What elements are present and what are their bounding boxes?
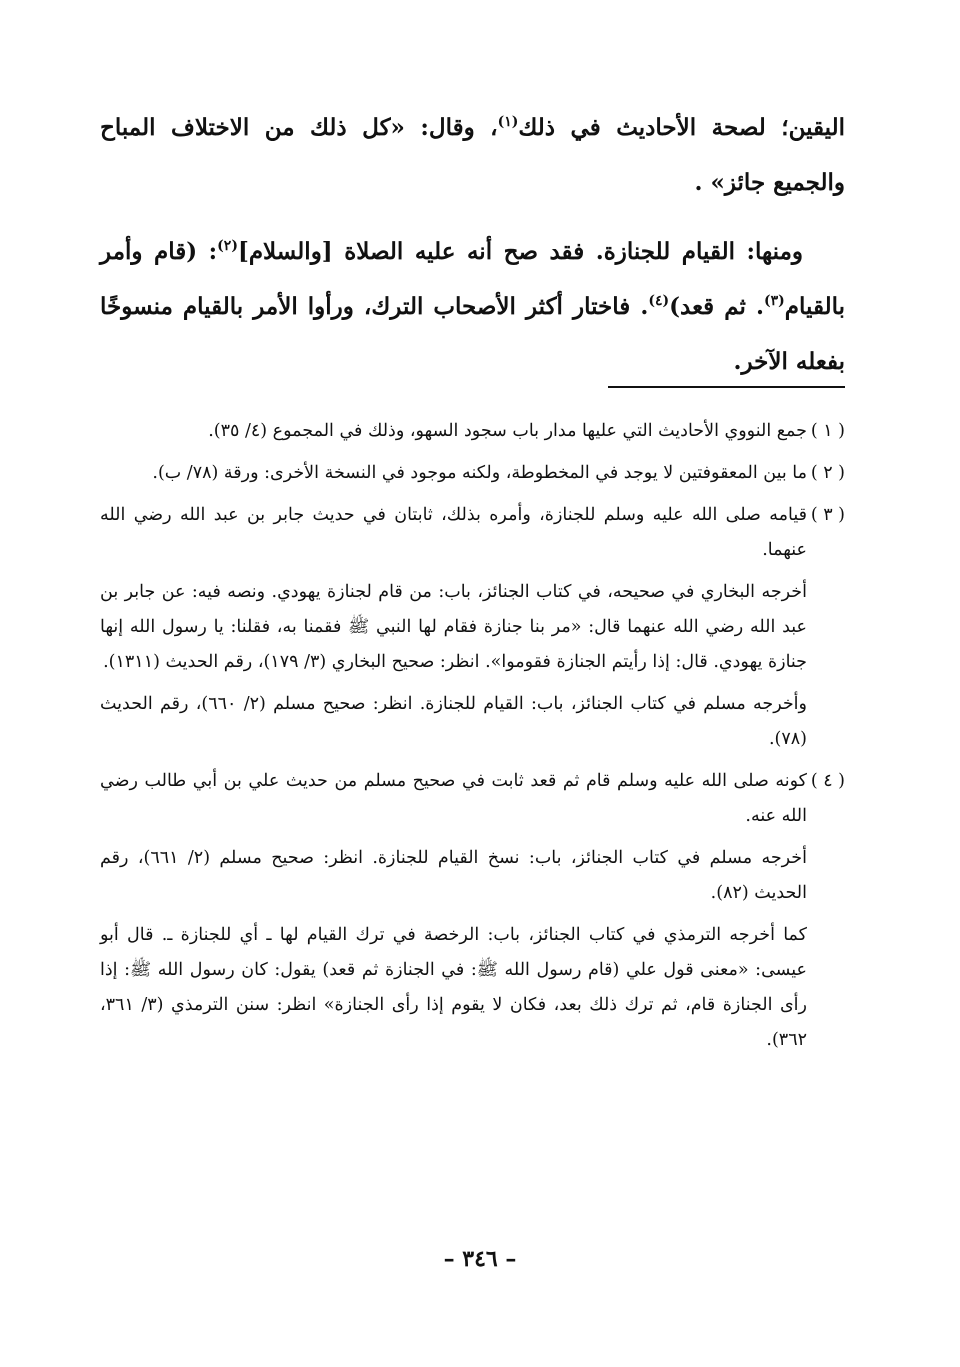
footnote-text: قيامه صلى الله عليه وسلم للجنازة، وأمره بذلك، ثابتان في حديث جابر بن عبد الله رضي الله عنهما. [100,505,807,560]
paragraph-2-text-c: . ثم قعد) [669,293,764,320]
footnote-number: ( ٢ ) [810,463,845,483]
footnote-4 [100,764,845,1058]
footnote-source-note: أخرجه مسلم في كتاب الجنائز، باب: نسخ القيام للجنازة. انظر: صحيح مسلم (٢/ ٦٦١)، رقم الحديث (٨٢). [100,848,807,903]
footnote-ref-3[interactable]: (٣) [763,293,785,309]
footnote-2 [100,456,845,491]
paragraph-2 [100,224,845,389]
paragraph-2-text-a: ومنها: القيام للجنازة. فقد صح أنه عليه الصلاة [والسلام] [237,238,803,265]
paragraph-2-text-d: . فاختار أكثر الأصحاب الترك، ورأوا الأمر بالقيام منسوخًا بفعله الآخر. [100,293,845,375]
footnote-text: جمع النووي الأحاديث التي عليها مدار باب سجود السهو، وذلك في المجموع (٤/ ٣٥). [208,421,807,441]
footnote-separator [608,386,845,388]
footnote-1 [100,414,845,449]
footnote-number: ( ٣ ) [810,505,845,525]
footnote-ref-4[interactable]: (٤) [648,293,670,309]
footnote-number: ( ١ ) [810,421,845,441]
footnote-number: ( ٤ ) [810,771,845,791]
footnote-text: ما بين المعقوفتين لا يوجد في المخطوطة، ولكنه موجود في النسخة الأخرى: ورقة (٧٨/ ب). [152,463,807,483]
paragraph-2-text-b: : (قام وأمر بالقيام [100,238,845,320]
paragraph-1 [100,100,845,210]
footnote-text: كونه صلى الله عليه وسلم قام ثم قعد ثابت في صحيح مسلم من حديث علي بن أبي طالب رضي الله عنه. [100,771,807,826]
footnote-source-note: وأخرجه مسلم في كتاب الجنائز، باب: القيام للجنازة. انظر: صحيح مسلم (٢/ ٦٦٠)، رقم الحديث (٧٨). [100,694,807,749]
paragraph-1-text-b: ، وقال: «كل ذلك من الاختلاف المباح والجميع جائز» . [100,114,845,196]
footnote-3 [100,498,845,757]
main-text [100,100,845,389]
page-number: – ٣٤٦ – [443,1246,517,1272]
footnote-source-note: كما أخرجه الترمذي في كتاب الجنائز، باب: الرخصة في ترك القيام لها ـ أي للجنازة ـ. قال أبو عيسى: «معنى قول علي (قام رسول الله ﷺ: في الجنازة ثم قعد) يقول: كان رسول الله ﷺ: إذا رأى الجنازة قام، ثم ترك ذلك بعد، فكان لا يقوم إذا رأى الجنازة» انظر: سنن الترمذي (٣/ ٣٦١، ٣٦٢). [100,925,807,1050]
paragraph-1-text-a: اليقين؛ لصحة الأحاديث في ذلك [518,114,845,141]
footnotes [100,414,845,1058]
footnote-ref-1[interactable]: (١) [497,114,519,130]
footnote-ref-2[interactable]: (٢) [217,238,238,254]
footnote-source-note: أخرجه البخاري في صحيحه، في كتاب الجنائز، باب: من قام لجنازة يهودي. ونصه فيه: عن جابر بن عبد الله رضي الله عنهما قال: «مر بنا جنازة فقام لها النبي ﷺ فقمنا به، فقلنا: يا رسول الله إنها جنازة يهودي. قال: إذا رأيتم الجنازة فقوموا». انظر: صحيح البخاري (٣/ ١٧٩)، رقم الحديث (١٣١١). [100,582,807,672]
